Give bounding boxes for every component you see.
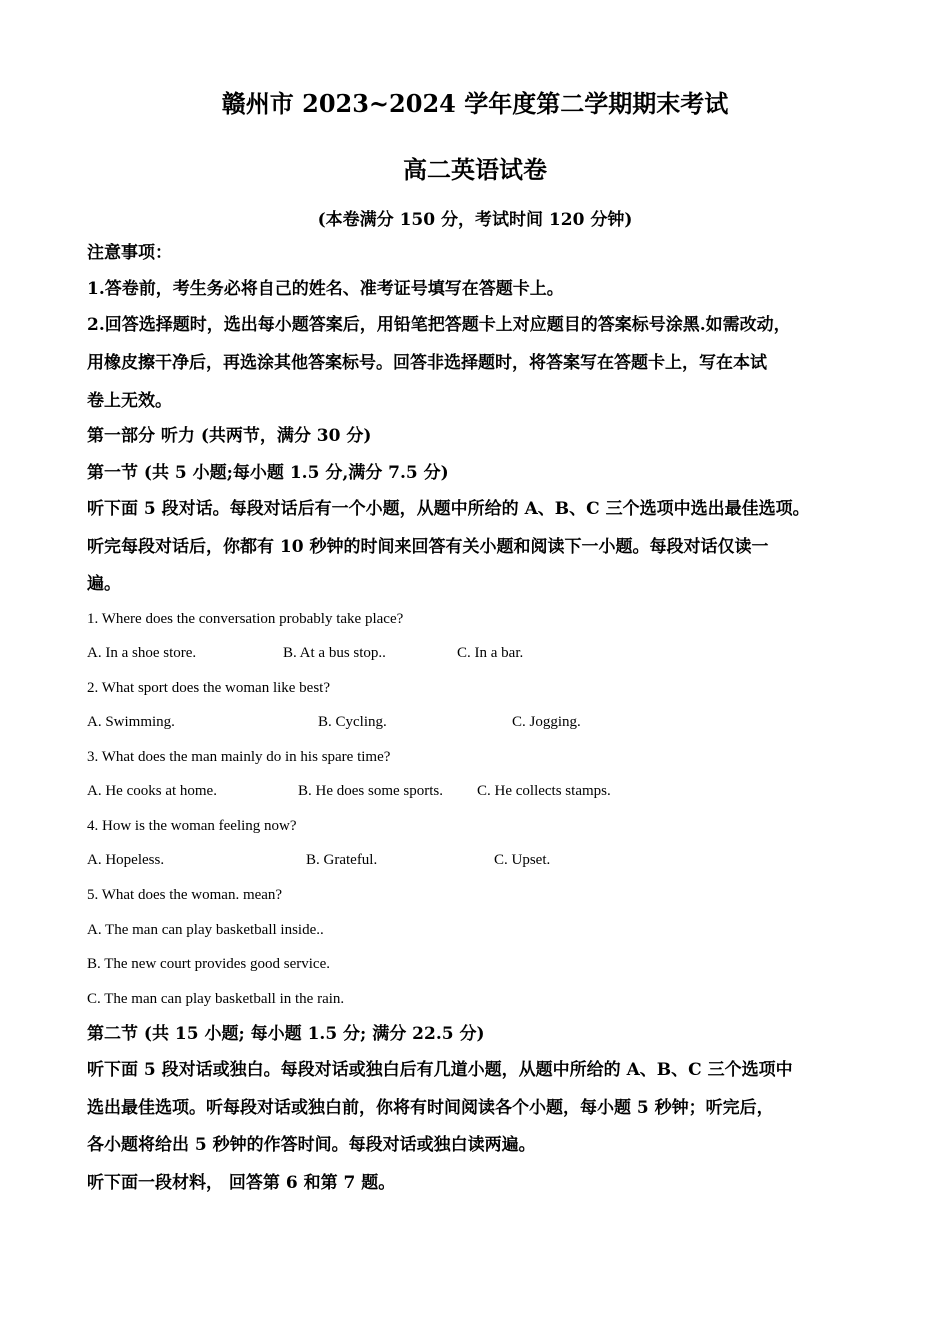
question-5: 5. What does the woman. mean?	[87, 887, 283, 903]
exam-note: (本卷满分 150 分，考试时间 120 分钟)	[317, 210, 633, 230]
option-a: A. In a shoe store.	[87, 645, 197, 661]
question-3: 3. What does the man mainly do in his spare time?	[87, 749, 391, 765]
section1-instruction-line-1: 听下面 5 段对话。每段对话后有一个小题，从题中所给的 A、B、C 三个选项中选出最佳选项。	[87, 499, 810, 519]
option-c: C. He collects stamps.	[477, 783, 611, 799]
option-b: B. He does some sports.	[298, 783, 443, 799]
notice-item-2-line-3: 卷上无效。	[87, 391, 172, 411]
option-b: B. Grateful.	[306, 852, 378, 868]
question-5-option-a: A. The man can play basketball inside..	[87, 922, 324, 938]
option-c: C. Upset.	[494, 852, 551, 868]
notice-item-1: 1.答卷前，考生务必将自己的姓名、准考证号填写在答题卡上。	[87, 279, 564, 299]
section1-instruction-line-2: 听完每段对话后，你都有 10 秒钟的时间来回答有关小题和阅读下一小题。每段对话仅读一	[87, 537, 769, 557]
option-a: A. Hopeless.	[87, 852, 165, 868]
section2-instruction-line-1: 听下面 5 段对话或独白。每段对话或独白后有几道小题，从题中所给的 A、B、C 三个选项中	[87, 1060, 793, 1080]
option-a: A. He cooks at home.	[87, 783, 217, 799]
option-c: C. Jogging.	[512, 714, 581, 730]
question-5-option-c: C. The man can play basketball in the rain.	[87, 991, 345, 1007]
option-c: C. In a bar.	[457, 645, 524, 661]
exam-title: 赣州市 2023~2024 学年度第二学期期末考试	[221, 89, 729, 118]
option-a: A. Swimming.	[87, 714, 175, 730]
option-b: B. Cycling.	[318, 714, 387, 730]
notice-heading: 注意事项：	[87, 243, 172, 263]
question-1: 1. Where does the conversation probably take place?	[87, 611, 404, 627]
question-2: 2. What sport does the woman like best?	[87, 680, 331, 696]
exam-subtitle: 高二英语试卷	[403, 155, 547, 184]
section1-instruction-line-3: 遍。	[87, 574, 121, 594]
question-4: 4. How is the woman feeling now?	[87, 818, 297, 834]
section2-heading: 第二节 (共 15 小题; 每小题 1.5 分; 满分 22.5 分)	[87, 1024, 485, 1044]
part1-heading: 第一部分 听力 (共两节，满分 30 分)	[87, 426, 372, 446]
section2-lead: 听下面一段材料， 回答第 6 和第 7 题。	[87, 1173, 396, 1193]
option-b: B. At a bus stop..	[283, 645, 386, 661]
notice-item-2-line-1: 2.回答选择题时，选出每小题答案后，用铅笔把答题卡上对应题目的答案标号涂黑.如需改动，	[87, 315, 791, 335]
notice-item-2-line-2: 用橡皮擦干净后，再选涂其他答案标号。回答非选择题时，将答案写在答题卡上，写在本试	[87, 353, 767, 373]
section2-instruction-line-2: 选出最佳选项。听每段对话或独白前，你将有时间阅读各个小题，每小题 5 秒钟；听完后，	[87, 1098, 774, 1118]
question-5-option-b: B. The new court provides good service.	[87, 956, 330, 972]
section1-heading: 第一节 (共 5 小题;每小题 1.5 分,满分 7.5 分)	[87, 463, 449, 483]
section2-instruction-line-3: 各小题将给出 5 秒钟的作答时间。每段对话或独白读两遍。	[87, 1135, 536, 1155]
